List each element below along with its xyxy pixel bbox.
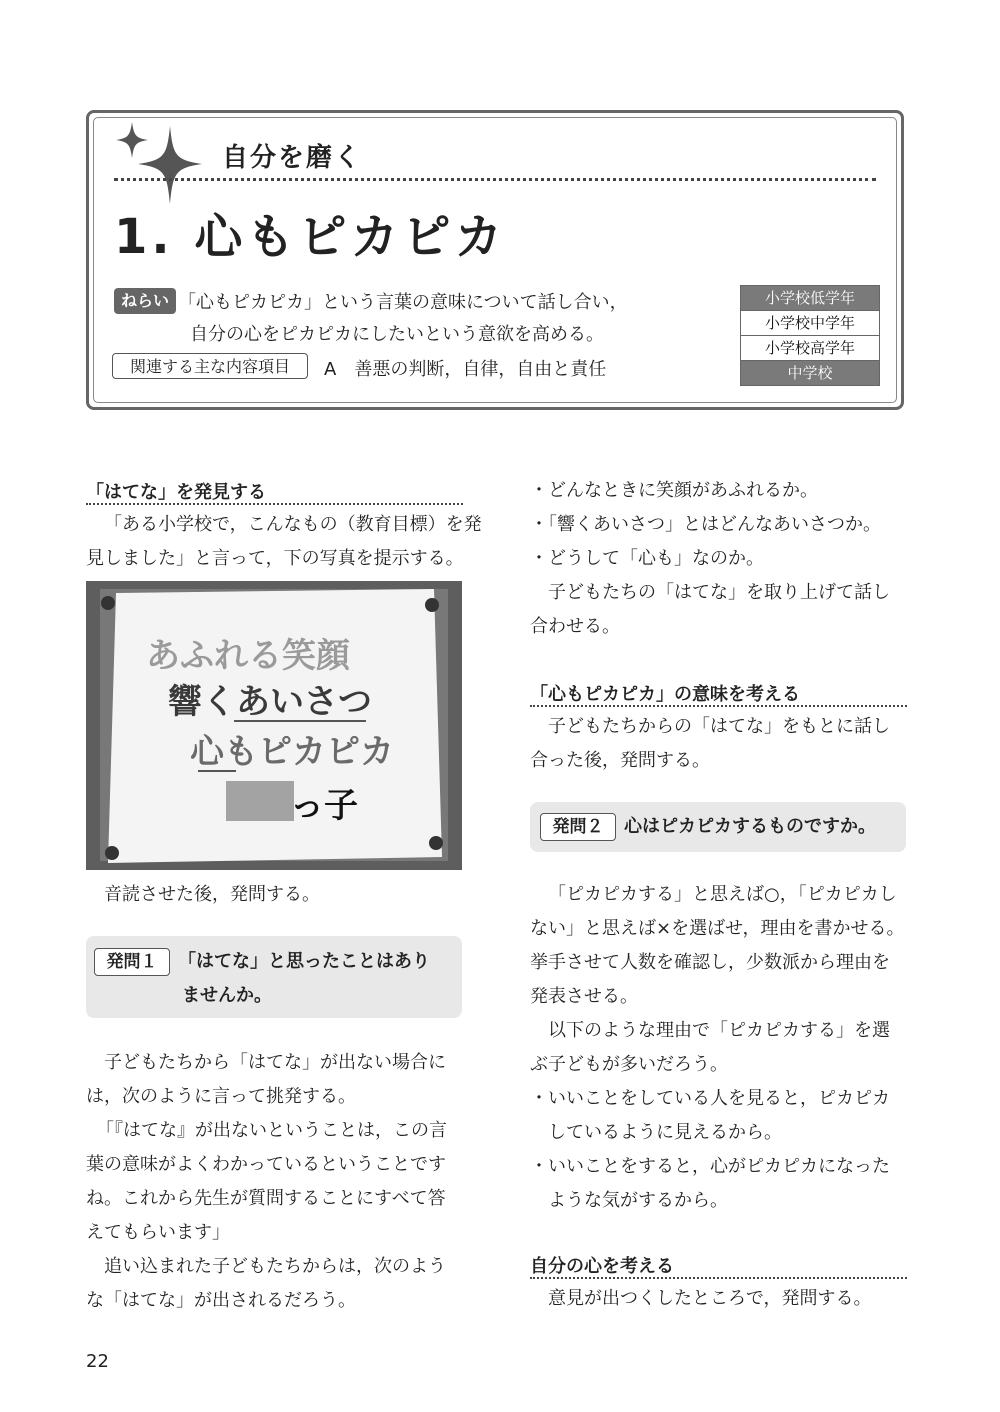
question-label-2: 発問２ [540, 813, 616, 841]
bullet-item: ・いいことをすると，心がピカピカになった [530, 1156, 890, 1177]
paragraph-line: な「はてな」が出されるだろう。 [86, 1290, 356, 1311]
paragraph-line: 子どもたちからの「はてな」をもとに話し [548, 716, 890, 737]
bullet-item: ・どうして「心も」なのか。 [530, 548, 764, 569]
paragraph-line: 「『はてな』が出ないということは，この言 [96, 1120, 447, 1141]
heading-divider [530, 1277, 907, 1279]
bullet-item: ・いいことをしている人を見ると，ピカピカ [530, 1088, 890, 1109]
paragraph-line: は，次のように言って挑発する。 [86, 1086, 356, 1107]
section-heading: 「心もピカピカ」の意味を考える [530, 684, 800, 705]
question-label-1: 発問１ [94, 948, 170, 976]
page-number: 22 [86, 1351, 109, 1372]
paragraph-line: 子どもたちから「はてな」が出ない場合に [104, 1052, 446, 1073]
paragraph-line: 追い込まれた子どもたちからは，次のよう [104, 1256, 446, 1277]
poster-line-2: 響くあいさつ [168, 682, 372, 722]
paragraph-line: ない」と思えば×を選ばせ，理由を書かせる。 [530, 918, 905, 939]
grade-junior-high: 中学校 [741, 361, 880, 386]
paragraph-line: 「ある小学校で，こんなもの（教育目標）を発 [104, 514, 482, 535]
poster-line-3: 心もピカピカ [190, 732, 394, 772]
section-heading: 「はてな」を発見する [86, 482, 266, 503]
section-heading: 自分の心を考える [530, 1256, 674, 1277]
lesson-title: 1. 心もピカピカ [114, 209, 507, 265]
aim-badge: ねらい [114, 288, 176, 314]
poster-line-1: あふれる笑顔 [146, 636, 350, 676]
poster-photo [86, 581, 462, 870]
bullet-item: しているように見えるから。 [530, 1122, 782, 1143]
question-text: 心はピカピカするものですか。 [624, 816, 876, 837]
section-label: 自分を磨く [222, 143, 363, 173]
heading-divider [86, 503, 463, 505]
sparkle-icon [110, 118, 210, 208]
poster-line-4: っ子 [290, 786, 358, 826]
paragraph-line: 葉の意味がよくわかっているということです [86, 1154, 446, 1175]
paragraph-line: 子どもたちの「はてな」を取り上げて話し [548, 582, 890, 603]
bullet-item: ・「響くあいさつ」とはどんなあいさつか。 [530, 514, 881, 535]
paragraph-line: 以下のような理由で「ピカピカする」を選 [548, 1020, 890, 1041]
question-text: 「はてな」と思ったことはあり [178, 951, 430, 972]
bullet-item: ような気がするから。 [530, 1190, 728, 1211]
paragraph-line: 見しました」と言って，下の写真を提示する。 [86, 548, 464, 569]
grade-level-table [740, 285, 880, 386]
header-divider [114, 178, 876, 181]
paragraph-line: 発表させる。 [530, 986, 638, 1007]
aim-text-line: 「心もピカピカ」という言葉の意味について話し合い， [178, 292, 628, 313]
paragraph-line: えてもらいます」 [86, 1222, 230, 1243]
content-item-label: 関連する主な内容項目 [112, 353, 308, 379]
paragraph-line: 挙手させて人数を確認し，少数派から理由を [530, 952, 890, 973]
grade-middle: 小学校中学年 [741, 311, 880, 336]
bullet-item: ・どんなときに笑顔があふれるか。 [530, 480, 818, 501]
aim-text-line: 自分の心をピカピカにしたいという意欲を高める。 [190, 324, 604, 345]
paragraph-line: 音読させた後，発問する。 [104, 884, 320, 905]
grade-upper: 小学校高学年 [741, 336, 880, 361]
grade-lower: 小学校低学年 [741, 286, 880, 311]
paragraph-line: 合った後，発問する。 [530, 750, 710, 771]
paragraph-line: ね。これから先生が質問することにすべて答 [86, 1188, 446, 1209]
paragraph-line: 意見が出つくしたところで，発問する。 [548, 1288, 872, 1309]
question-text: ませんか。 [182, 985, 272, 1006]
content-items: A 善悪の判断，自律，自由と責任 [324, 359, 607, 380]
heading-divider [530, 705, 907, 707]
paragraph-line: ぶ子どもが多いだろう。 [530, 1054, 728, 1075]
paragraph-line: 「ピカピカする」と思えば○，「ピカピカし [548, 884, 897, 905]
paragraph-line: 合わせる。 [530, 616, 620, 637]
